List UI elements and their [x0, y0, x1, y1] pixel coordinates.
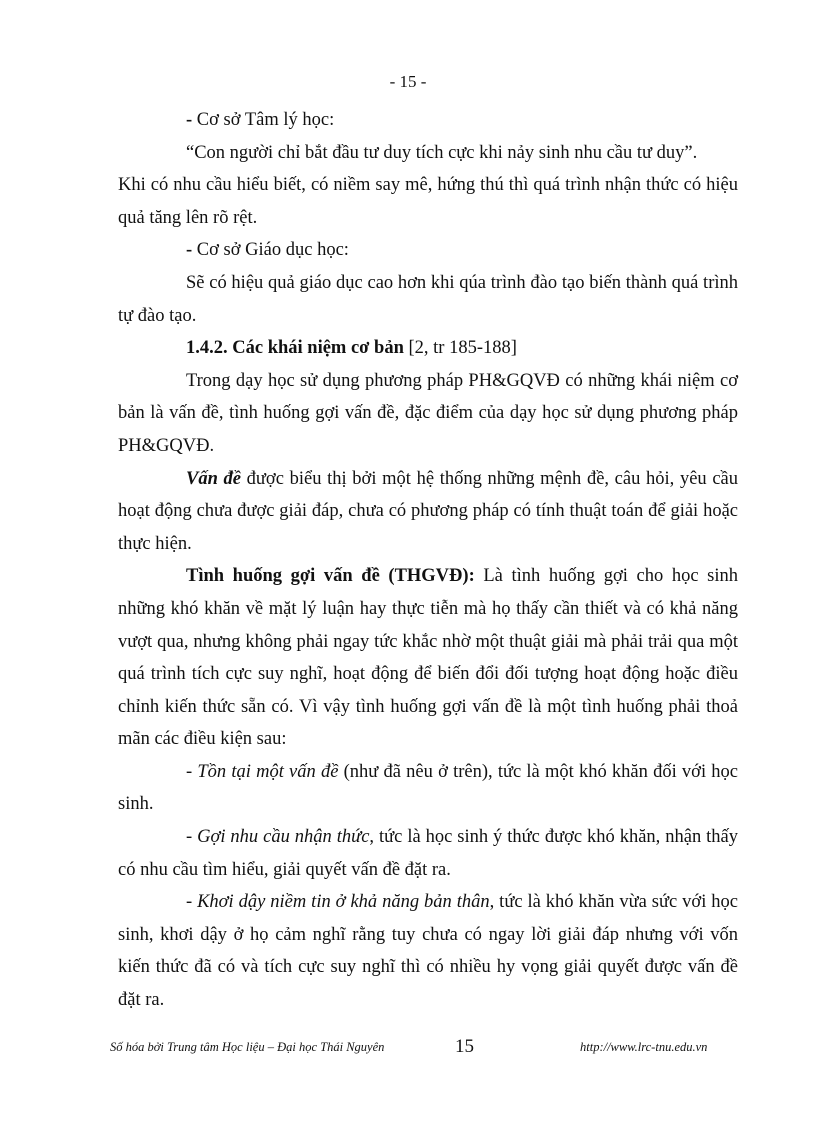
condition-cognitive-need-term: - Gợi nhu cầu nhận thức — [186, 827, 370, 848]
condition-existence — [118, 756, 738, 821]
term-problem: Vấn đề — [186, 468, 241, 489]
section-reference: [2, tr 185-188] — [403, 338, 517, 359]
page-number-header: - 15 - — [389, 72, 427, 91]
section-title: 1.4.2. Các khái niệm cơ bản — [186, 338, 404, 359]
footer-source: Số hóa bởi Trung tâm Học liệu – Đại học Thái Nguyên — [110, 1040, 385, 1054]
term-problem-situation: Tình huống gợi vấn đề (THGVĐ): — [186, 566, 475, 587]
education-basis-text: Cơ sở Giáo dục học: — [192, 240, 349, 261]
education-basis-heading — [118, 234, 738, 267]
condition-self-belief-text: , tức là khó khăn vừa sức với học sinh, khơi dậy ở họ cảm nghĩ rằng tuy chưa có ngay lời giải đáp nhưng với vốn kiến thức đã có và tích cực suy nghĩ thì có nhiều hy vọng giải quyết được vấn đề đặt ra. — [118, 892, 738, 1011]
footer-page-number: 15 — [455, 1036, 474, 1057]
condition-self-belief-term: - Khơi dậy niềm tin ở khả năng bản thân — [186, 892, 490, 913]
psychology-basis-text: Cơ sở Tâm lý học: — [192, 110, 335, 130]
psychology-basis-heading — [118, 104, 738, 137]
problem-situation-text: Là tình huống gợi cho học sinh những khó khăn về mặt lý luận hay thực tiễn mà họ thấy cần thiết và có khả năng vượt qua, nhưng không phải ngay tức khắc nhờ một thuật giải mà phải trải qua một quá trình tích cực suy nghĩ, hoạt động để biến đổi đối tượng hoạt động hoặc điều chỉnh kiến thức sẵn có. Vì vậy tình huống gợi vấn đề là một tình huống phải thoả mãn các điều kiện sau: — [118, 566, 738, 750]
problem-definition-text: được biểu thị bởi một hệ thống những mệnh đề, câu hỏi, yêu cầu hoạt động chưa được giải đáp, chưa có phương pháp có tính thuật toán để giải hoặc thực hiện. — [118, 468, 738, 554]
page-footer — [0, 1036, 816, 1076]
dash-bold: - — [186, 110, 193, 130]
quote-paragraph: “Con người chỉ bắt đầu tư duy tích cực khi nảy sinh nhu cầu tư duy”. — [186, 142, 698, 163]
condition-existence-term: - Tồn tại một vấn đề — [186, 761, 339, 782]
paragraph-concepts: Trong dạy học sử dụng phương pháp PH&GQVĐ có những khái niệm cơ bản là vấn đề, tình huống gợi vấn đề, đặc điểm của dạy học sử dụng phương pháp PH&GQVĐ. — [118, 370, 738, 456]
condition-self-belief — [118, 886, 738, 1016]
section-heading-1-4-2 — [118, 332, 738, 365]
paragraph-self-training: Sẽ có hiệu quả giáo dục cao hơn khi qúa trình đào tạo biến thành quá trình tự đào tạo. — [118, 272, 738, 326]
paragraph-problem-situation — [118, 560, 738, 756]
condition-existence-text: (như đã nêu ở trên), tức là một khó khăn đối với học sinh. — [118, 761, 738, 815]
footer-url: http://www.lrc-tnu.edu.vn — [580, 1040, 708, 1054]
condition-cognitive-need-text: , tức là học sinh ý thức được khó khăn, nhận thấy có nhu cầu tìm hiểu, giải quyết vấn đề đặt ra. — [118, 827, 739, 880]
document-body — [118, 104, 738, 1017]
dash-bold: - — [186, 240, 193, 261]
condition-cognitive-need — [118, 821, 738, 886]
paragraph-needs: Khi có nhu cầu hiểu biết, có niềm say mê, hứng thú thì quá trình nhận thức có hiệu quả tăng lên rõ rệt. — [118, 175, 738, 228]
paragraph-problem-definition — [118, 463, 738, 561]
